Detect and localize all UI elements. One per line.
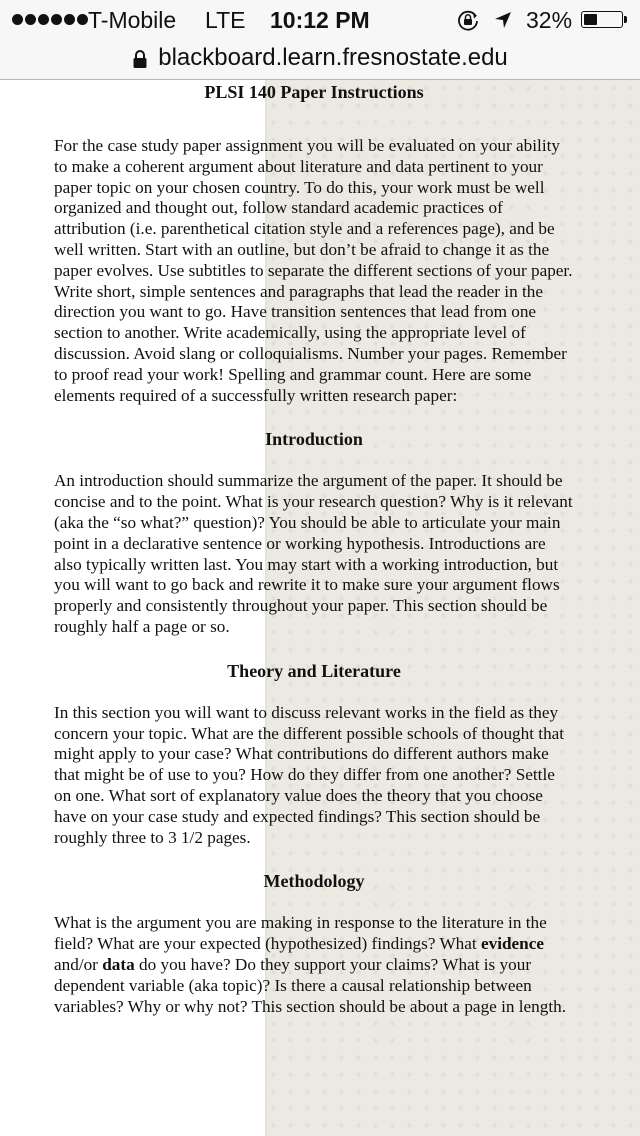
- methodology-bold-data: data: [102, 954, 135, 974]
- battery-icon: [581, 11, 623, 28]
- methodology-bold-evidence: evidence: [480, 934, 544, 954]
- section-heading-introduction: Introduction: [265, 429, 363, 450]
- carrier-name: T-Mobile: [88, 7, 177, 33]
- methodology-text-3: do you have? Do they support your claims? What is your dependent variable (aka topic)? Is there a causal relationship between variables? Why or why not? This section should be about a page in length.: [54, 954, 567, 1016]
- section-body-theory-literature: In this section you will want to discuss relevant works in the field as they concern your topic. What are the different possible schools of thought that might apply to your case? What contributions do different authors make that might be of use to you? How do they differ from one another? Settle on one. What sort of explanatory value does the theory that you choose have on your case study and expected findings? This section should be roughly three to 3 1/2 pages.: [54, 702, 565, 847]
- signal-dots-icon: [12, 14, 88, 25]
- battery-percentage: 32%: [526, 7, 573, 33]
- document-content: [54, 80, 574, 1017]
- section-heading-theory-literature: Theory and Literature: [227, 660, 401, 681]
- rotation-lock-icon: [457, 9, 479, 31]
- battery-tip: [624, 16, 627, 23]
- lock-icon: [132, 49, 148, 69]
- methodology-text-2: and/or: [54, 954, 103, 974]
- browser-chrome: [0, 0, 640, 80]
- page-title: PLSI 140 Paper Instructions: [204, 82, 424, 102]
- section-body-introduction: An introduction should summarize the argument of the paper. It should be concise and to the point. What is your research question? Why is it relevant (aka the “so what?” question)? You should be able to articulate your main point in a declarative sentence or working hypothesis. Introductions are also typically written last. You may start with a working introduction, but you will want to go back and rewrite it to make sure your argument flows properly and consistently throughout your paper. This section should be roughly half a page or so.: [54, 471, 573, 636]
- section-heading-methodology: Methodology: [263, 871, 365, 892]
- status-bar: [0, 0, 640, 40]
- section-body-methodology: [54, 913, 574, 1017]
- url-text[interactable]: blackboard.learn.fresnostate.edu: [158, 44, 508, 71]
- intro-paragraph: For the case study paper assignment you will be evaluated on your ability to make a coherent argument about literature and data pertinent to your paper topic on your chosen country. To do this, your work must be well organized and thought out, follow standard academic practices of attribution (i.e. parenthetical citation style and a references page), and be well written. Start with an outline, but don’t be afraid to change it as the paper evolves. Use subtitles to separate the different sections of your paper. Write short, simple sentences and paragraphs that lead the reader in the direction you want to go. Have transition sentences that lead from one section to another. Write academically, using the appropriate level of discussion. Avoid slang or colloquialisms. Number your pages. Remember to proof read your work! Spelling and grammar count. Here are some elements required of a successfully written research paper:: [54, 136, 573, 405]
- address-bar[interactable]: [0, 40, 640, 76]
- location-arrow-icon: [494, 11, 512, 29]
- clock: 10:12 PM: [270, 7, 370, 33]
- network-type: LTE: [205, 7, 246, 33]
- methodology-text-1: What is the argument you are making in response to the literature in the field? What are your expected (hypothesized) findings? What: [54, 913, 547, 954]
